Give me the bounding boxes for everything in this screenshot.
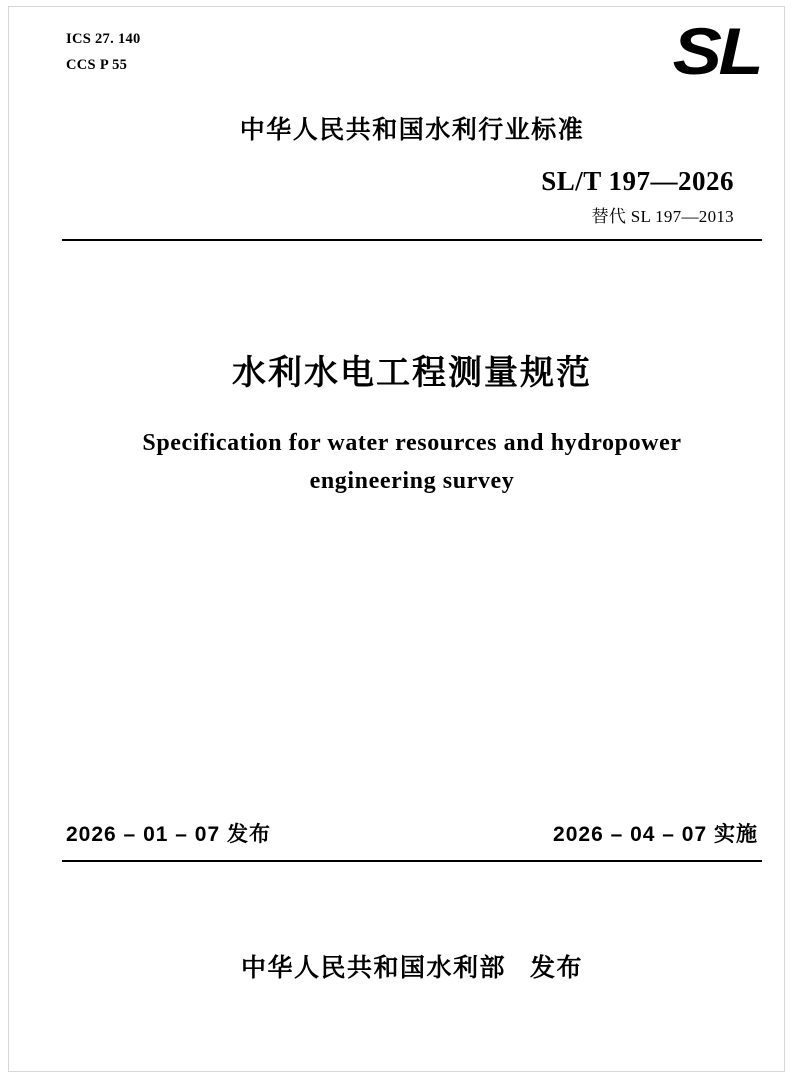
publisher-action: 发布 <box>530 954 584 982</box>
standard-number: SL/T 197—2026 <box>541 166 734 196</box>
standard-series-name: 中华人民共和国水利行业标准 <box>239 116 585 144</box>
date-row <box>66 818 758 848</box>
classification-codes <box>66 26 141 78</box>
publisher-name: 中华人民共和国水利部 <box>240 954 506 982</box>
footer-divider <box>62 860 762 862</box>
standard-replaces: 替代 SL 197—2013 <box>591 207 734 226</box>
sl-logo: SL <box>672 14 760 88</box>
issue-date: 2026 – 01 – 07 发布 <box>66 823 271 846</box>
title-english-line-2: engineering survey <box>309 468 515 494</box>
cover-header <box>62 14 762 88</box>
ccs-code: CCS P 55 <box>66 57 128 73</box>
publisher-line <box>62 948 762 984</box>
title-english <box>62 424 762 500</box>
effective-date: 2026 – 04 – 07 实施 <box>553 823 758 846</box>
ics-code: ICS 27. 140 <box>66 31 141 47</box>
cover-content <box>62 14 762 1058</box>
title-english-line-1: Specification for water resources and hydropower <box>142 430 682 456</box>
header-divider <box>62 239 762 241</box>
title-chinese: 水利水电工程测量规范 <box>232 354 592 392</box>
